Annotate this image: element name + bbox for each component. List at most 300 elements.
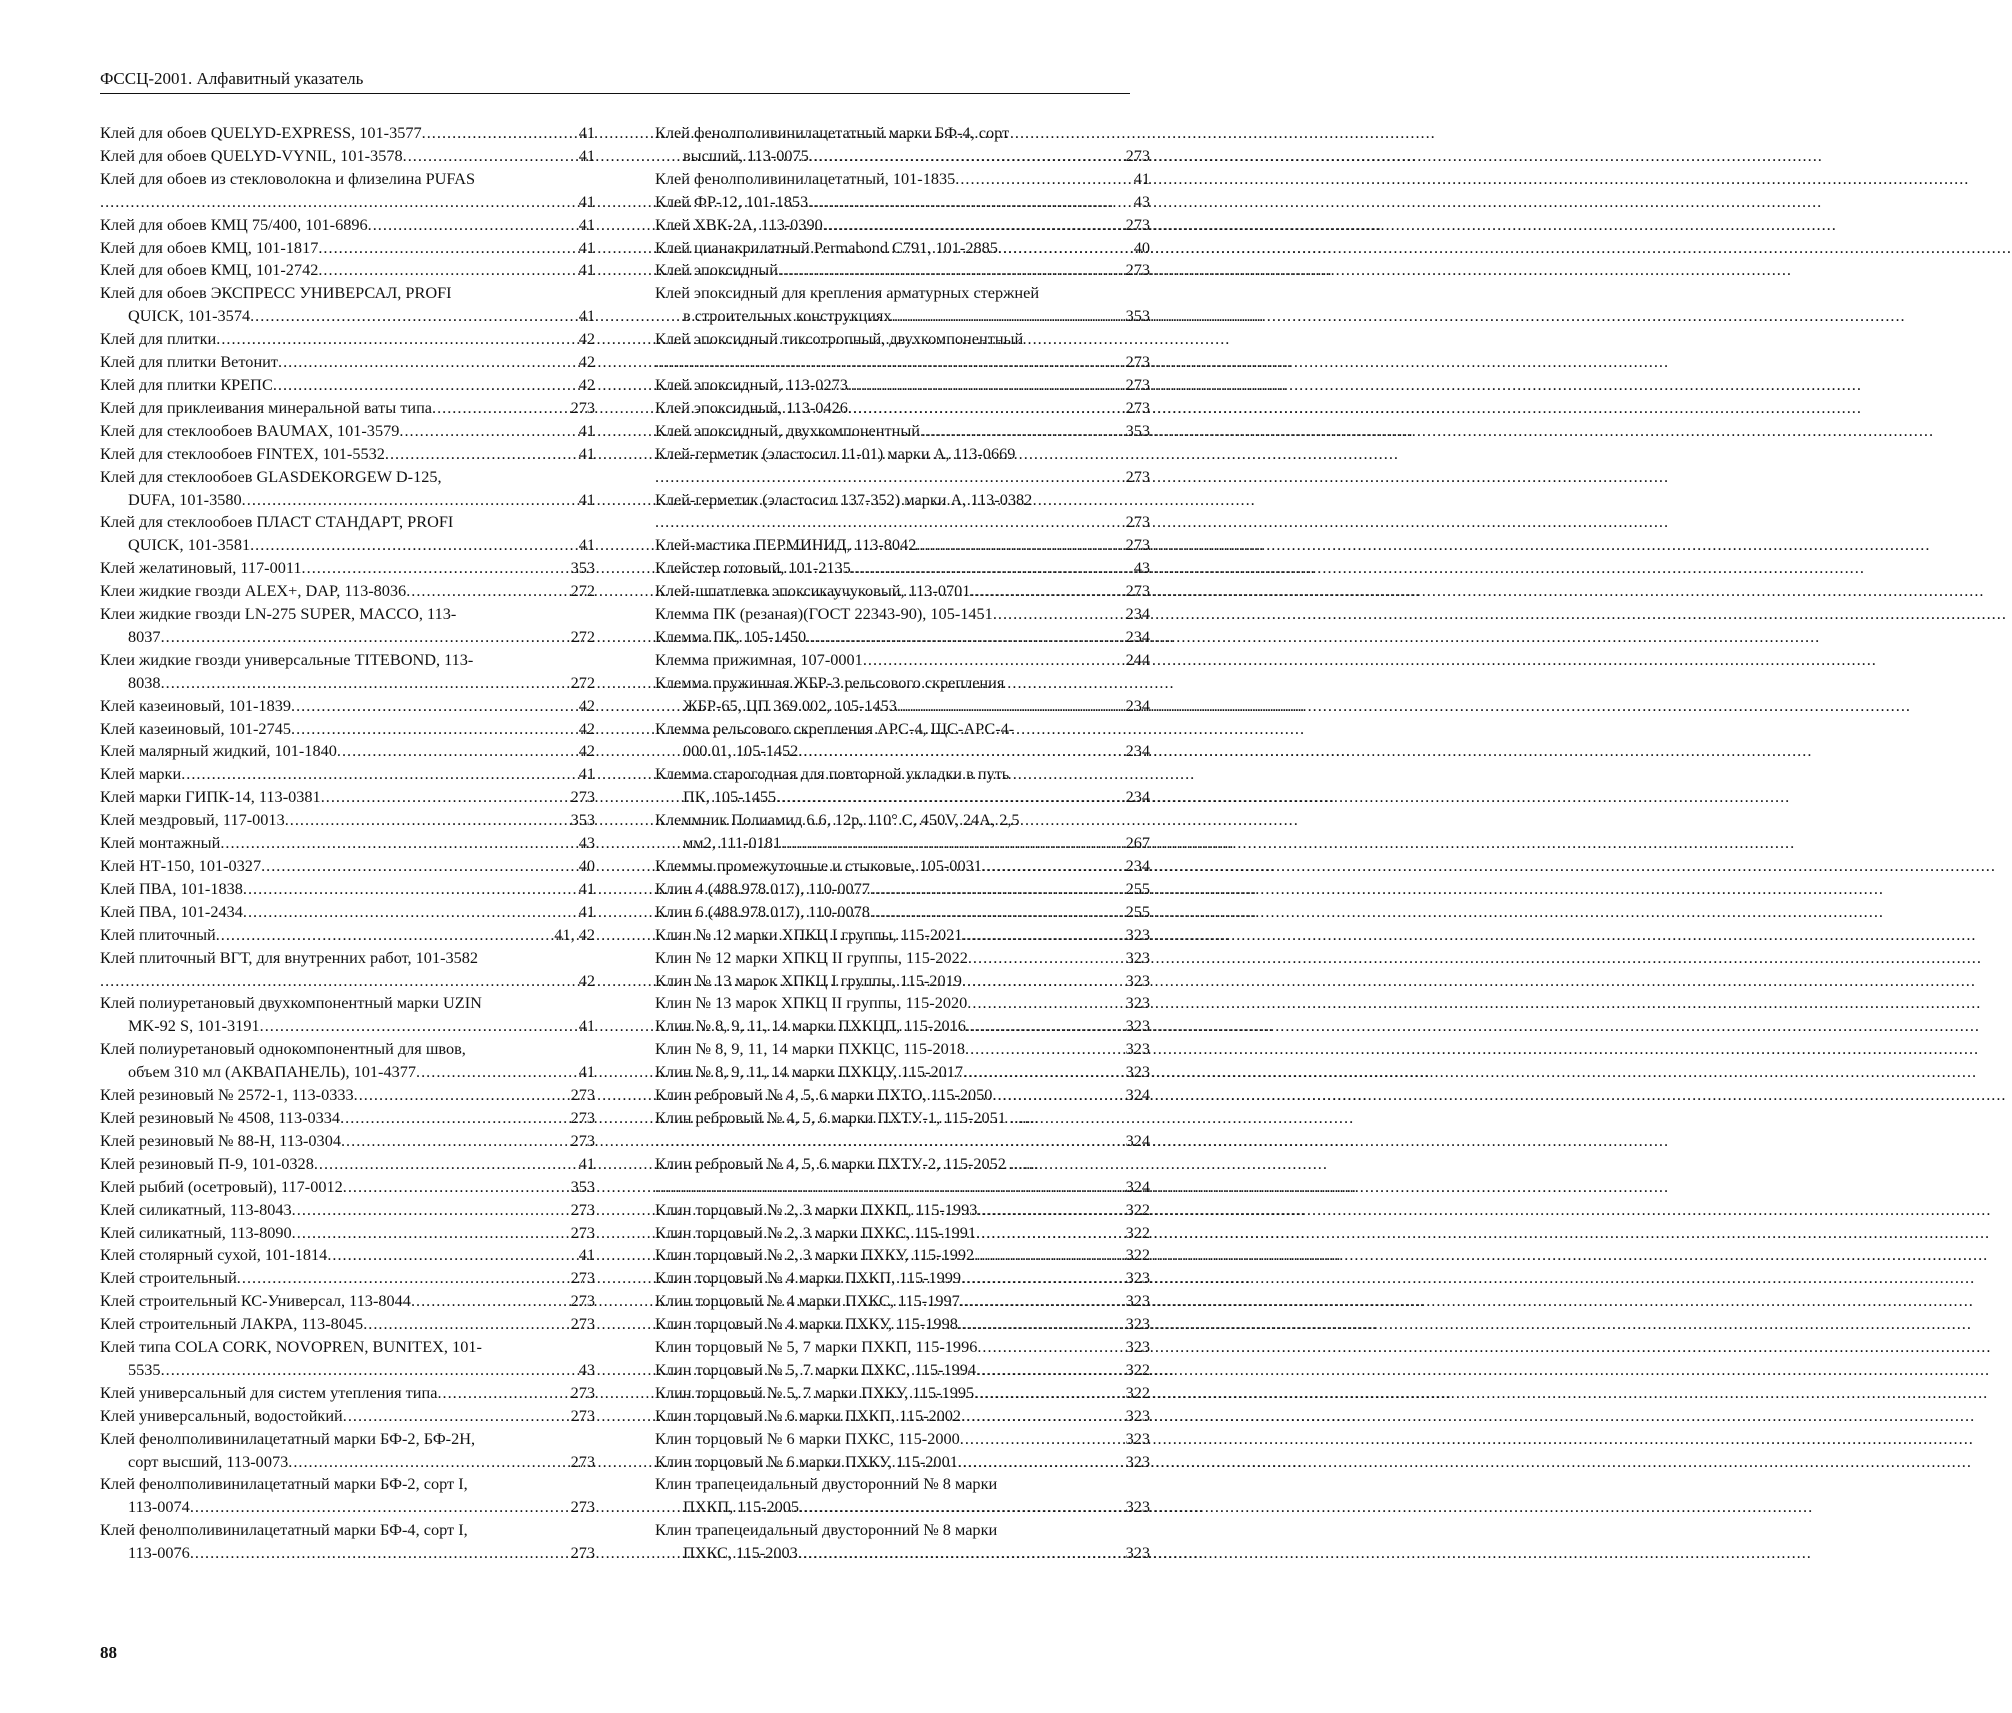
index-entry-page: 273 bbox=[570, 1222, 595, 1242]
dot-leader bbox=[655, 351, 1125, 374]
dot-leader bbox=[291, 695, 578, 718]
dot-leader bbox=[870, 901, 1125, 924]
index-entry-line: Клей полиуретановый однокомпонентный для швов, bbox=[100, 1039, 466, 1059]
dot-leader bbox=[781, 832, 1124, 855]
index-entry bbox=[100, 305, 595, 328]
index-entry-page: 267 bbox=[1125, 833, 1150, 853]
index-entry-term: 113-0076 bbox=[128, 1543, 190, 1563]
index-entry bbox=[655, 1176, 1150, 1199]
index-entry-page: 40 bbox=[1133, 237, 1150, 257]
index-entry-line: Клей эпоксидный тиксотропный, двухкомпонентный bbox=[655, 329, 1024, 349]
index-entry-term: Клей для обоев QUELYD-VYNIL, 101-3578 bbox=[100, 145, 403, 165]
index-entry-page: 41 bbox=[578, 535, 595, 555]
index-entry-page: 234 bbox=[1125, 741, 1150, 761]
index-entry-page: 41 bbox=[578, 1153, 595, 1173]
index-entry-line: Клей для обоев из стекловолокна и флизелина PUFAS bbox=[100, 168, 476, 188]
index-entry-line: Клеи жидкие гвозди LN-275 SUPER, MACCO, 113- bbox=[100, 604, 457, 624]
index-entry-page: 234 bbox=[1125, 604, 1150, 624]
index-entry-term: Клей-мастика ПЕРМИНИД, 113-8042 bbox=[655, 535, 917, 555]
dot-leader bbox=[967, 992, 1124, 1015]
index-entry-term: Клин № 8, 9, 11, 14 марки ПХКЦУ, 115-2017 bbox=[655, 1062, 964, 1082]
index-entry-line: Клей фенолполивинилацетатный марки БФ-4, сорт I, bbox=[100, 1520, 468, 1540]
index-entry-term: Клей эпоксидный, 113-0426 bbox=[655, 397, 848, 417]
dot-leader bbox=[655, 1176, 1125, 1199]
index-entry-term: Клей для приклеивания минеральной ваты типа bbox=[100, 397, 433, 417]
dot-leader bbox=[416, 1061, 578, 1084]
index-entry-page: 41 bbox=[578, 1062, 595, 1082]
index-entry-line: Клей плиточный ВГТ, для внутренних работ, 101-3582 bbox=[100, 947, 479, 967]
index-entry-page: 353 bbox=[570, 1176, 595, 1196]
index-entry bbox=[100, 1405, 595, 1428]
index-entry-page: 273 bbox=[1125, 352, 1150, 372]
index-entry-term: MK-92 S, 101-3191 bbox=[128, 1016, 260, 1036]
dot-leader bbox=[292, 1199, 570, 1222]
dot-leader bbox=[958, 1451, 1125, 1474]
index-entry-term: высший, 113-0075 bbox=[683, 145, 809, 165]
dot-leader bbox=[965, 1038, 1125, 1061]
dot-leader bbox=[368, 214, 578, 237]
dot-leader bbox=[321, 786, 570, 809]
index-entry-page: 41 bbox=[578, 489, 595, 509]
index-entry-line: Клей для стеклообоев GLASDEKORGEW D-125, bbox=[100, 466, 442, 486]
index-entry-term: Клин 4 (488.978.017), 110-0077 bbox=[655, 878, 870, 898]
index-entry-term: Клей силикатный, 113-8090 bbox=[100, 1222, 292, 1242]
index-entry bbox=[100, 740, 595, 763]
index-entry bbox=[100, 1359, 595, 1382]
dot-leader bbox=[216, 924, 554, 947]
dot-leader bbox=[992, 1084, 1124, 1107]
index-entry-term: Клей для плитки КРЕПС bbox=[100, 374, 273, 394]
index-entry-page: 323 bbox=[1125, 1291, 1150, 1311]
index-entry bbox=[100, 1084, 595, 1107]
dot-leader bbox=[278, 351, 578, 374]
index-entry bbox=[100, 489, 595, 512]
index-entry-page: 323 bbox=[1125, 970, 1150, 990]
index-entry-page: 41 bbox=[578, 306, 595, 326]
index-entry-page: 234 bbox=[1125, 695, 1150, 715]
index-entry-term: мм2, 111-0181 bbox=[683, 833, 782, 853]
dot-leader bbox=[327, 1244, 577, 1267]
index-entry-term: Клин торцовый № 2, 3 марки ПХКУ, 115-1992 bbox=[655, 1245, 975, 1265]
index-entry bbox=[100, 1176, 595, 1199]
index-entry-page: 43 bbox=[1133, 191, 1150, 211]
index-entry-page: 273 bbox=[1125, 260, 1150, 280]
index-entry-page: 255 bbox=[1125, 878, 1150, 898]
index-entry bbox=[655, 580, 1150, 603]
index-entry-line: Клей полиуретановый двухкомпонентный марки UZIN bbox=[100, 993, 482, 1013]
dot-leader bbox=[848, 397, 1125, 420]
index-entry bbox=[100, 878, 595, 901]
index-entry-term: Клей строительный КС-Универсал, 113-8044 bbox=[100, 1291, 411, 1311]
index-entry-term: ЖБР-65, ЦП 369.002, 105-1453 bbox=[683, 695, 897, 715]
index-entry bbox=[655, 1405, 1150, 1428]
index-entry-page: 41 bbox=[578, 764, 595, 784]
dot-leader bbox=[960, 1290, 1125, 1313]
dot-leader bbox=[823, 214, 1125, 237]
index-entry bbox=[655, 855, 1150, 878]
index-entry-page: 41 bbox=[578, 191, 595, 211]
index-entry-page: 234 bbox=[1125, 856, 1150, 875]
index-entry bbox=[100, 259, 595, 282]
dot-leader bbox=[190, 1542, 570, 1565]
index-entry bbox=[100, 695, 595, 718]
index-entry-term: в строительных конструкциях bbox=[683, 306, 892, 326]
index-entry bbox=[100, 1451, 595, 1474]
index-entry-page: 273 bbox=[1125, 581, 1150, 601]
index-entry-page: 244 bbox=[1125, 649, 1150, 669]
index-entry-term: Клей ПВА, 101-1838 bbox=[100, 878, 243, 898]
index-entry bbox=[655, 145, 1150, 168]
dot-leader bbox=[432, 397, 570, 420]
index-entry-page: 42 bbox=[578, 695, 595, 715]
dot-leader bbox=[863, 649, 1125, 672]
dot-leader bbox=[806, 626, 1124, 649]
index-entry bbox=[100, 1290, 595, 1313]
dot-leader bbox=[655, 511, 1125, 534]
index-entry-page: 273 bbox=[1125, 145, 1150, 165]
index-column-left bbox=[100, 122, 595, 1565]
index-entry bbox=[100, 580, 595, 603]
index-entry-term: Клей желатиновый, 117-0011 bbox=[100, 558, 302, 578]
index-entry-page: 273 bbox=[1125, 397, 1150, 417]
index-entry-page: 41 bbox=[578, 901, 595, 921]
index-entry-term: Клин № 8, 9, 11, 14 марки ПХКЦС, 115-2018 bbox=[655, 1039, 966, 1059]
index-entry-term: 113-0074 bbox=[128, 1497, 190, 1517]
index-entry-term: Клейстер готовый, 101-2135 bbox=[655, 558, 851, 578]
index-entry-term: Клемма ПК, 105-1450 bbox=[655, 626, 807, 646]
index-entry-page: 323 bbox=[1125, 1039, 1150, 1059]
index-entry bbox=[655, 1061, 1150, 1084]
index-entry bbox=[655, 1382, 1150, 1405]
index-entry bbox=[655, 901, 1150, 924]
index-entry-page: 273 bbox=[1125, 466, 1150, 486]
index-entry bbox=[655, 511, 1150, 534]
index-entry-line: Клин трапецеидальный двусторонний № 8 марки bbox=[655, 1520, 998, 1540]
index-entry-page: 43 bbox=[1133, 558, 1150, 578]
index-entry-term: Клин торцовый № 6 марки ПХКС, 115-2000 bbox=[655, 1428, 960, 1448]
index-entry bbox=[655, 305, 1150, 328]
index-entry bbox=[655, 1451, 1150, 1474]
index-entry-term: Клей резиновый № 2572-1, 113-0333 bbox=[100, 1085, 354, 1105]
index-entry-term: Клей для обоев КМЦ, 101-2742 bbox=[100, 260, 319, 280]
dot-leader bbox=[799, 1496, 1125, 1519]
index-entry bbox=[655, 832, 1150, 855]
index-entry-page: 273 bbox=[570, 1291, 595, 1311]
index-entry-term: Клин № 12 марки ХПКЦ II группы, 115-2022 bbox=[655, 947, 968, 967]
index-entry-term: Клей цианакрилатный Permabond C791, 101-2885 bbox=[655, 237, 998, 257]
index-entry-term: Клин торцовый № 5, 7 марки ПХКУ, 115-1995 bbox=[655, 1382, 975, 1402]
index-entry-term: Клей столярный сухой, 101-1814 bbox=[100, 1245, 328, 1265]
dot-leader bbox=[851, 557, 1133, 580]
index-entry-page: 41 bbox=[578, 123, 595, 142]
index-entry-term: 5535 bbox=[128, 1359, 161, 1379]
index-entry bbox=[100, 1542, 595, 1565]
dot-leader bbox=[955, 168, 1132, 191]
index-entry bbox=[655, 1130, 1150, 1153]
index-entry-page: 41 bbox=[578, 878, 595, 898]
index-entry-term: DUFA, 101-3580 bbox=[128, 489, 242, 509]
index-entry bbox=[655, 1222, 1150, 1245]
index-entry bbox=[100, 420, 595, 443]
dot-leader bbox=[343, 1405, 570, 1428]
dot-leader bbox=[337, 740, 578, 763]
index-entry-term: Клин торцовый № 4 марки ПХКС, 115-1997 bbox=[655, 1291, 960, 1311]
index-entry bbox=[655, 603, 1150, 626]
index-entry-term: Клей строительный bbox=[100, 1268, 237, 1288]
index-entry-page: 273 bbox=[570, 1268, 595, 1288]
index-entry bbox=[655, 1199, 1150, 1222]
dot-leader bbox=[422, 122, 578, 145]
dot-leader bbox=[250, 305, 578, 328]
index-entry-page: 42 bbox=[578, 374, 595, 394]
index-entry-page: 41 bbox=[578, 260, 595, 280]
index-entry bbox=[655, 214, 1150, 237]
dot-leader bbox=[961, 1405, 1125, 1428]
index-entry-page: 323 bbox=[1125, 1016, 1150, 1036]
index-entry-line: Клей-герметик (эластосил 137-352) марки А, 113-0382 bbox=[655, 489, 1033, 509]
index-entry bbox=[100, 1222, 595, 1245]
index-entry-page: 323 bbox=[1125, 1451, 1150, 1471]
dot-leader bbox=[161, 1359, 578, 1382]
index-entry bbox=[100, 786, 595, 809]
index-entry bbox=[655, 786, 1150, 809]
dot-leader bbox=[966, 1015, 1125, 1038]
dot-leader bbox=[976, 1359, 1125, 1382]
dot-leader bbox=[260, 1015, 578, 1038]
index-entry-page: 272 bbox=[570, 626, 595, 646]
index-entry bbox=[655, 649, 1150, 672]
index-entry-term: Клей монтажный bbox=[100, 833, 221, 853]
index-entry-page: 41 bbox=[578, 443, 595, 463]
index-entry-line: Клеммник Полиамид 6.6, 12р, 110° С, 450V, 24А, 2,5 bbox=[655, 810, 1020, 830]
index-entry-page: 323 bbox=[1125, 1314, 1150, 1334]
index-entry bbox=[100, 809, 595, 832]
index-entry-line: Клин ребровый № 4, 5, 6 марки ПХТУ-2, 115-2052 ....... bbox=[655, 1153, 1039, 1173]
index-entry-page: 43 bbox=[578, 1359, 595, 1379]
dot-leader bbox=[343, 1176, 570, 1199]
index-entry bbox=[100, 1130, 595, 1153]
index-entry-line: Клемма старогодная для повторной укладки в путь bbox=[655, 764, 1010, 784]
index-entry-term: 000.01, 105-1452 bbox=[683, 741, 799, 761]
index-entry-page: 353 bbox=[570, 810, 595, 830]
index-entry-line: Клей-герметик (эластосил 11-01) марки А, 113-0669 bbox=[655, 443, 1016, 463]
index-entry bbox=[655, 1015, 1150, 1038]
index-entry-term: Клей для плитки bbox=[100, 329, 217, 349]
index-entry-page: 273 bbox=[570, 1543, 595, 1563]
dot-leader bbox=[161, 626, 570, 649]
index-column-right bbox=[655, 122, 1150, 1565]
index-entry-page: 323 bbox=[1125, 1428, 1150, 1448]
index-entry bbox=[655, 237, 1150, 260]
dot-leader bbox=[302, 557, 570, 580]
index-entry-term: Клин торцовый № 4 марки ПХКП, 115-1999 bbox=[655, 1268, 962, 1288]
index-entry-line: Клей фенолполивинилацетатный марки БФ-2, сорт I, bbox=[100, 1474, 468, 1494]
index-entry-line: Клей фенолполивинилацетатный марки БФ-4, сорт bbox=[655, 123, 1010, 142]
index-entry bbox=[100, 1199, 595, 1222]
index-entry-page: 323 bbox=[1125, 1497, 1150, 1517]
dot-leader bbox=[655, 1130, 1125, 1153]
index-entry-page: 323 bbox=[1125, 993, 1150, 1013]
index-entry-page: 41 bbox=[578, 145, 595, 165]
index-entry-term: QUICK, 101-3581 bbox=[128, 535, 251, 555]
index-entry bbox=[100, 970, 595, 993]
dot-leader bbox=[100, 970, 578, 993]
index-entry bbox=[655, 740, 1150, 763]
index-entry-page: 41 bbox=[578, 1016, 595, 1036]
index-entry bbox=[655, 1313, 1150, 1336]
dot-leader bbox=[406, 580, 569, 603]
index-entry bbox=[655, 1496, 1150, 1519]
index-entry-page: 353 bbox=[1125, 420, 1150, 440]
index-entry bbox=[655, 1359, 1150, 1382]
index-entry-line: Клей для обоев ЭКСПРЕСС УНИВЕРСАЛ, PROFI bbox=[100, 283, 452, 303]
dot-leader bbox=[961, 1267, 1125, 1290]
index-entry bbox=[655, 259, 1150, 282]
index-entry bbox=[655, 351, 1150, 374]
dot-leader bbox=[808, 191, 1133, 214]
running-header: ФССЦ-2001. Алфавитный указатель bbox=[100, 68, 1130, 94]
dot-leader bbox=[798, 1542, 1125, 1565]
index-entry-page: 42 bbox=[578, 329, 595, 349]
index-entry-page: 324 bbox=[1125, 1176, 1150, 1196]
index-entry bbox=[655, 1542, 1150, 1565]
index-entry-page: 323 bbox=[1125, 1062, 1150, 1082]
index-entry-page: 42 bbox=[578, 718, 595, 738]
dot-leader bbox=[798, 740, 1124, 763]
index-entry-term: Клин торцовый № 5, 7 марки ПХКП, 115-1996 bbox=[655, 1337, 978, 1357]
index-entry-term: Клей ПВА, 101-2434 bbox=[100, 901, 243, 921]
index-entry-term: Клин № 13 марок ХПКЦ I группы, 115-2019 bbox=[655, 970, 962, 990]
index-entry-page: 42 bbox=[578, 970, 595, 990]
index-entry-term: Клей ФР-12, 101-1853 bbox=[655, 191, 809, 211]
dot-leader bbox=[288, 1451, 569, 1474]
dot-leader bbox=[437, 1382, 569, 1405]
index-entry-line: Клемма рельсового скрепления АРС-4, ЩС-АРС-4- bbox=[655, 718, 1015, 738]
index-entry-term: Клей эпоксидный bbox=[655, 260, 778, 280]
index-entry-page: 41 bbox=[578, 214, 595, 234]
dot-leader bbox=[963, 1061, 1125, 1084]
index-entry-page: 42 bbox=[578, 352, 595, 372]
index-entry-page: 41 bbox=[578, 1245, 595, 1265]
index-entry bbox=[100, 397, 595, 420]
index-entry bbox=[100, 924, 595, 947]
dot-leader bbox=[216, 328, 577, 351]
index-entry bbox=[100, 855, 595, 878]
index-entry bbox=[100, 1015, 595, 1038]
index-entry-term: Клин торцовый № 5, 7 марки ПХКС, 115-1994 bbox=[655, 1359, 977, 1379]
dot-leader bbox=[958, 1313, 1125, 1336]
index-entry bbox=[100, 374, 595, 397]
index-entry bbox=[655, 695, 1150, 718]
index-entry-term: Клей марки bbox=[100, 764, 182, 784]
index-entry bbox=[100, 832, 595, 855]
index-entry bbox=[100, 1061, 595, 1084]
index-entry-term: Клей универсальный для систем утепления типа bbox=[100, 1382, 438, 1402]
index-entry-term: Клей резиновый № 4508, 113-0334 bbox=[100, 1107, 341, 1127]
dot-leader bbox=[897, 695, 1125, 718]
index-entry-page: 41 bbox=[1133, 168, 1150, 188]
index-entry-term: Клей для обоев КМЦ, 101-1817 bbox=[100, 237, 319, 257]
dot-leader bbox=[977, 1336, 1124, 1359]
index-entry bbox=[100, 1267, 595, 1290]
dot-leader bbox=[993, 603, 1125, 626]
index-entry-term: Клей универсальный, водостойкий bbox=[100, 1405, 343, 1425]
index-entry-line: Клей фенолполивинилацетатный марки БФ-2, БФ-2Н, bbox=[100, 1428, 476, 1448]
index-entry bbox=[100, 1313, 595, 1336]
index-entry-term: Клей-шпатлевка эпоксикаучуковый, 113-0701 bbox=[655, 581, 971, 601]
dot-leader bbox=[261, 855, 578, 878]
index-entry-term: Клин ребровый № 4, 5, 6 марки ПХТО, 115-2050 bbox=[655, 1085, 993, 1105]
index-entry-page: 273 bbox=[570, 787, 595, 807]
index-entry-page: 234 bbox=[1125, 787, 1150, 807]
dot-leader bbox=[968, 947, 1125, 970]
index-entry-term: Клей казеиновый, 101-1839 bbox=[100, 695, 291, 715]
index-entry bbox=[655, 947, 1150, 970]
index-entry bbox=[655, 1290, 1150, 1313]
index-entry-term: Клин № 8, 9, 11, 14 марки ПХКЦП, 115-2016 bbox=[655, 1016, 966, 1036]
index-entry bbox=[100, 672, 595, 695]
index-entry-page: 273 bbox=[1125, 535, 1150, 555]
index-entry-term: Клин торцовый № 6 марки ПХКП, 115-2002 bbox=[655, 1405, 962, 1425]
index-entry-page: 353 bbox=[570, 558, 595, 578]
index-entry-page: 323 bbox=[1125, 1405, 1150, 1425]
dot-leader bbox=[220, 832, 577, 855]
index-entry-line: Клемма пружинная ЖБР-3 рельсового скрепления bbox=[655, 672, 1005, 692]
index-entry-page: 323 bbox=[1125, 1337, 1150, 1357]
dot-leader bbox=[962, 924, 1124, 947]
dot-leader bbox=[318, 237, 577, 260]
index-entry-term: Клей марки ГИПК-14, 113-0381 bbox=[100, 787, 321, 807]
index-entry-term: Клин 6 (488.978.017), 110-0078 bbox=[655, 901, 870, 921]
index-entry-term: 8037 bbox=[128, 626, 161, 646]
dot-leader bbox=[354, 1084, 570, 1107]
index-entry-page: 322 bbox=[1125, 1359, 1150, 1379]
index-entry-page: 322 bbox=[1125, 1382, 1150, 1402]
dot-leader bbox=[181, 763, 578, 786]
index-entry-term: Клей плиточный bbox=[100, 924, 216, 944]
dot-leader bbox=[976, 1222, 1125, 1245]
dot-leader bbox=[291, 718, 578, 741]
index-entry-page: 353 bbox=[1125, 306, 1150, 326]
dot-leader bbox=[974, 1244, 1124, 1267]
index-entry-page: 324 bbox=[1125, 1130, 1150, 1150]
index-entry-page: 273 bbox=[570, 1405, 595, 1425]
dot-leader bbox=[314, 1153, 578, 1176]
index-entry-term: Клин торцовый № 6 марки ПХКУ, 115-2001 bbox=[655, 1451, 958, 1471]
index-entry-term: Клей для плитки Ветонит bbox=[100, 352, 278, 372]
index-entry-term: Клей мездровый, 117-0013 bbox=[100, 810, 285, 830]
index-entry-page: 40 bbox=[578, 856, 595, 875]
index-entry bbox=[655, 1038, 1150, 1061]
index-entry bbox=[100, 214, 595, 237]
index-entry-term: Клей для обоев КМЦ 75/400, 101-6896 bbox=[100, 214, 368, 234]
index-entry bbox=[655, 1244, 1150, 1267]
index-entry-page: 323 bbox=[1125, 924, 1150, 944]
index-entry-term: Клин № 13 марок ХПКЦ II группы, 115-2020 bbox=[655, 993, 968, 1013]
index-entry bbox=[100, 328, 595, 351]
index-entry-term: Клеммы промежуточные и стыковые, 105-0031 bbox=[655, 856, 982, 875]
index-entry-term: Клин торцовый № 2, 3 марки ПХКП, 115-1993 bbox=[655, 1199, 978, 1219]
index-entry-page: 234 bbox=[1125, 626, 1150, 646]
index-entry bbox=[100, 718, 595, 741]
index-entry-term: Клин торцовый № 4 марки ПХКУ, 115-1998 bbox=[655, 1314, 958, 1334]
index-entry bbox=[655, 420, 1150, 443]
index-entry bbox=[100, 557, 595, 580]
index-entry-term: Клей строительный ЛАКРА, 113-8045 bbox=[100, 1314, 364, 1334]
index-entry-page: 273 bbox=[570, 397, 595, 417]
dot-leader bbox=[809, 145, 1125, 168]
dot-leader bbox=[403, 145, 578, 168]
